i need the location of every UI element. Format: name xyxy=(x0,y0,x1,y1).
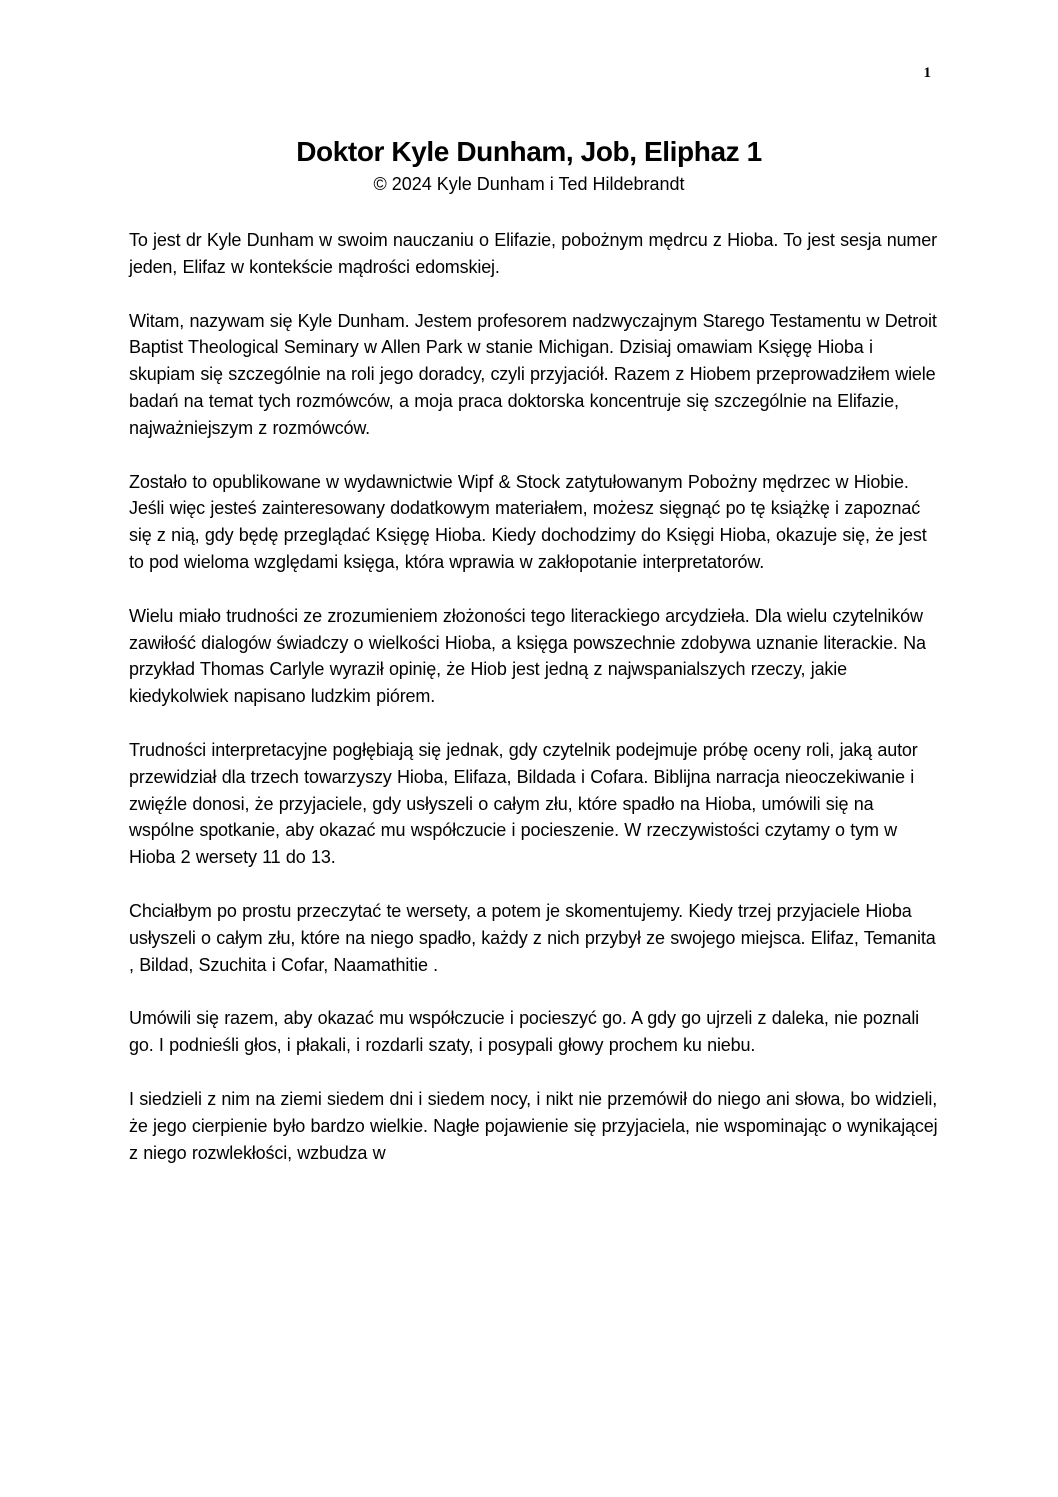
paragraph-5: Trudności interpretacyjne pogłębiają się jednak, gdy czytelnik podejmuje próbę oceny roli, jaką autor przewidział dla trzech towarzyszy Hioba, Elifaza, Bildada i Cofara. Biblijna narracja nieoczekiwanie i zwięźle donosi, że przyjaciele, gdy usłyszeli o całym złu, które spadło na Hioba, umówili się na wspólne spotkanie, aby okazać mu współczucie i pocieszenie. W rzeczywistości czytamy o tym w Hioba 2 wersety 11 do 13. xyxy=(129,739,918,868)
paragraph-2: Witam, nazywam się Kyle Dunham. Jestem profesorem nadzwyczajnym Starego Testamentu w Detroit Baptist Theological Seminary w Allen Park w stanie Michigan. Dzisiaj omawiam Księgę Hioba i skupiam się szczególnie na roli jego doradcy, czyli przyjaciół. Razem z Hiobem przeprowadziłem wiele badań na temat tych rozmówców, a moja praca doktorska koncentruje się szczególnie na Elifazie, najważniejszym z rozmówców. xyxy=(129,310,937,438)
paragraph-6: Chciałbym po prostu przeczytać te wersety, a potem je skomentujemy. Kiedy trzej przyjaciele Hioba usłyszeli o całym złu, które na niego spadło, każdy z nich przybył ze swojego miejsca. Elifaz, Temanita , Bildad, Szuchita i Cofar, Naamathitie . xyxy=(129,900,936,975)
document-header xyxy=(128,133,930,197)
document-body xyxy=(129,227,939,1193)
copyright-line: © 2024 Kyle Dunham i Ted Hildebrandt xyxy=(373,174,685,194)
paragraph-8: I siedzieli z nim na ziemi siedem dni i siedem nocy, i nikt nie przemówił do niego ani słowa, bo widzieli, że jego cierpienie było bardzo wielkie. Nagłe pojawienie się przyjaciela, nie wspominając o wynikającej z niego rozwlekłości, wzbudza w xyxy=(129,1088,938,1163)
paragraph-3: Zostało to opublikowane w wydawnictwie Wipf & Stock zatytułowanym Pobożny mędrzec w Hiobie. Jeśli więc jesteś zainteresowany dodatkowym materiałem, możesz sięgnąć po tę książkę i zapoznać się z nią, gdy będę przeglądać Księgę Hioba. Kiedy dochodzimy do Księgi Hioba, okazuje się, że jest to pod wieloma względami księga, która wprawia w zakłopotanie interpretatorów. xyxy=(129,471,927,572)
document-title: Doktor Kyle Dunham, Job, Eliphaz 1 xyxy=(296,136,762,167)
paragraph-7: Umówili się razem, aby okazać mu współczucie i pocieszyć go. A gdy go ujrzeli z daleka, nie poznali go. I podnieśli głos, i płakali, i rozdarli szaty, i posypali głowy prochem ku niebu. xyxy=(129,1008,920,1056)
page-number: 1 xyxy=(923,65,931,81)
paragraph-1: To jest dr Kyle Dunham w swoim nauczaniu o Elifazie, pobożnym mędrcu z Hioba. To jest sesja numer jeden, Elifaz w kontekście mądrości edomskiej. xyxy=(129,230,937,277)
paragraph-4: Wielu miało trudności ze zrozumieniem złożoności tego literackiego arcydzieła. Dla wielu czytelników zawiłość dialogów świadczy o wielkości Hioba, a księga powszechnie zdobywa uznanie literackie. Na przykład Thomas Carlyle wyraził opinię, że Hiob jest jedną z najwspanialszych rzeczy, jakie kiedykolwiek napisano ludzkim piórem. xyxy=(129,605,926,707)
